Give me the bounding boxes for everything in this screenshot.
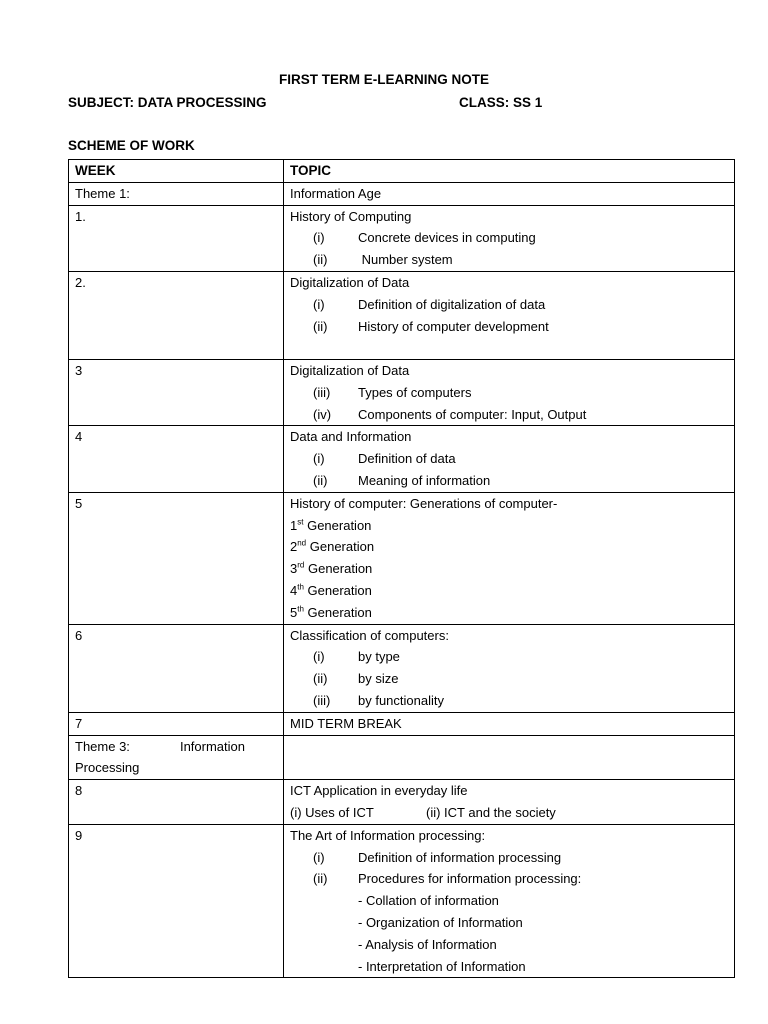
document-title: FIRST TERM E-LEARNING NOTE — [279, 72, 489, 87]
procedure-item: - Analysis of Information — [358, 936, 497, 952]
generation-text: Generation — [304, 561, 373, 577]
subitem-text: Definition of data — [358, 451, 456, 467]
topic-cell — [284, 780, 735, 825]
topic-title: Data and Information — [290, 429, 412, 445]
topic-subitem — [290, 227, 728, 249]
generation-number: 4 — [290, 582, 298, 598]
ordinal-suffix: th — [297, 582, 304, 592]
week-cell: 7 — [69, 712, 284, 735]
subitem-text: History of computer development — [358, 318, 549, 334]
generation-line — [290, 515, 728, 537]
ordinal-suffix: nd — [297, 539, 307, 549]
subitem-text: by functionality — [358, 692, 444, 708]
topic-subitem — [290, 668, 728, 690]
generation-line — [290, 580, 728, 602]
theme-name-continued: Processing — [75, 760, 140, 776]
subitem-text: Meaning of information — [358, 472, 491, 488]
topic-subitem — [290, 868, 728, 890]
week-cell: 2. — [69, 271, 284, 359]
topic-cell — [284, 359, 735, 425]
theme-label: Theme 3: — [75, 738, 130, 754]
subitem-text: Types of computers — [358, 384, 472, 400]
week-cell: Theme 1: — [69, 182, 284, 205]
topic-title: History of Computing — [290, 208, 412, 224]
week-cell: 1. — [69, 205, 284, 271]
topic-subitem — [290, 316, 728, 338]
generation-number: 5 — [290, 604, 298, 620]
subitem-number: (iv) — [313, 406, 332, 422]
subitem-number: (i) — [313, 451, 325, 467]
topic-title: The Art of Information processing: — [290, 827, 486, 843]
table-row-week-1 — [69, 205, 735, 271]
table-row-week-7 — [69, 712, 735, 735]
subitem-text: Definition of information processing — [358, 849, 562, 865]
theme-name-part: Information — [179, 738, 245, 754]
topic-subitem — [290, 448, 728, 470]
generation-text: Generation — [306, 539, 375, 555]
week-cell: 6 — [69, 624, 284, 712]
week-cell: 3 — [69, 359, 284, 425]
subitem-text: (i) Uses of ICT — [290, 804, 374, 820]
subitem-text: (ii) ICT and the society — [426, 804, 556, 820]
topic-cell — [284, 205, 735, 271]
subitem-number: (i) — [313, 230, 325, 246]
generation-text: Generation — [303, 582, 372, 598]
table-row-week-2 — [69, 271, 735, 359]
subitem-number: (ii) — [313, 671, 328, 687]
topic-cell — [284, 624, 735, 712]
topic-title: Digitalization of Data — [290, 274, 410, 290]
subitem-number: (iii) — [313, 384, 331, 400]
subitem-number: (ii) — [313, 871, 328, 887]
topic-subitem — [290, 690, 728, 712]
week-cell: 5 — [69, 492, 284, 624]
table-row-theme-3 — [69, 735, 735, 780]
topic-cell — [284, 426, 735, 492]
subitem-number: (ii) — [313, 318, 328, 334]
topic-cell: Information Age — [284, 182, 735, 205]
scheme-of-work-table — [68, 159, 735, 978]
subitem-text: by type — [358, 649, 400, 665]
generation-text: Generation — [303, 604, 372, 620]
table-row-week-6 — [69, 624, 735, 712]
subitem-number: (ii) — [313, 472, 328, 488]
table-row-week-8 — [69, 780, 735, 825]
table-row-week-9 — [69, 824, 735, 978]
procedure-item: - Organization of Information — [358, 914, 523, 930]
topic-subitem — [290, 404, 728, 426]
generation-number: 1 — [290, 517, 298, 533]
week-cell: 8 — [69, 780, 284, 825]
subitem-text: Definition of digitalization of data — [358, 296, 546, 312]
ordinal-suffix: th — [297, 604, 304, 614]
topic-subitem — [290, 847, 728, 869]
subitem-text: Number system — [358, 252, 453, 268]
topic-title: Classification of computers: — [290, 627, 449, 643]
subitem-number: (i) — [313, 649, 325, 665]
topic-subitem — [290, 646, 728, 668]
topic-subitem — [290, 470, 728, 492]
topic-subitems-line — [290, 802, 728, 824]
subitem-number: (ii) — [313, 252, 328, 268]
topic-subitem — [290, 249, 728, 271]
subitem-number: (i) — [313, 849, 325, 865]
subitem-text: Components of computer: Input, Output — [358, 406, 587, 422]
topic-cell: MID TERM BREAK — [284, 712, 735, 735]
ordinal-suffix: rd — [297, 560, 305, 570]
generation-number: 2 — [290, 539, 298, 555]
procedure-item: - Collation of information — [358, 893, 499, 909]
subject-line: SUBJECT: DATA PROCESSING — [68, 95, 267, 110]
table-row-theme-1 — [69, 182, 735, 205]
topic-column-header: TOPIC — [284, 160, 735, 183]
subitem-number: (i) — [313, 296, 325, 312]
week-cell: 4 — [69, 426, 284, 492]
subitem-text: by size — [358, 671, 399, 687]
generation-number: 3 — [290, 561, 298, 577]
week-cell — [69, 735, 284, 780]
generation-line — [290, 602, 728, 624]
topic-cell — [284, 824, 735, 978]
topic-title: History of computer: Generations of computer- — [290, 495, 558, 511]
generation-text: Generation — [303, 517, 372, 533]
generation-line — [290, 558, 728, 580]
week-column-header: WEEK — [69, 160, 284, 183]
table-header-row — [69, 160, 735, 183]
procedure-item: - Interpretation of Information — [358, 958, 526, 974]
subitem-number: (iii) — [313, 692, 331, 708]
subitem-text: Concrete devices in computing — [358, 230, 536, 246]
topic-cell — [284, 735, 735, 780]
topic-cell — [284, 492, 735, 624]
class-line: CLASS: SS 1 — [459, 95, 543, 110]
table-row-week-4 — [69, 426, 735, 492]
table-row-week-3 — [69, 359, 735, 425]
topic-title: ICT Application in everyday life — [290, 783, 468, 799]
topic-cell — [284, 271, 735, 359]
scheme-of-work-heading: SCHEME OF WORK — [68, 138, 195, 153]
week-cell: 9 — [69, 824, 284, 978]
ordinal-suffix: st — [297, 517, 304, 527]
topic-subitem — [290, 382, 728, 404]
generation-line — [290, 536, 728, 558]
topic-title: Digitalization of Data — [290, 362, 410, 378]
theme-label-line — [75, 736, 245, 758]
table-row-week-5 — [69, 492, 735, 624]
topic-subitem — [290, 294, 728, 316]
subitem-text: Procedures for information processing: — [358, 871, 582, 887]
